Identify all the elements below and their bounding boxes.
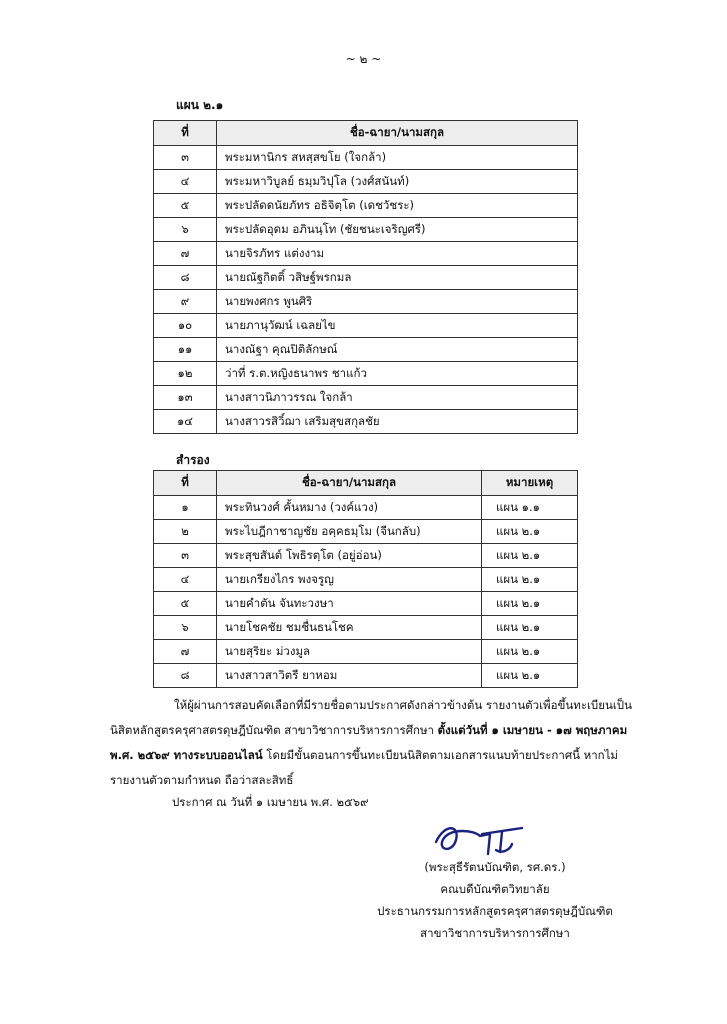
plan-table-header-row [154, 121, 578, 146]
reserve-row [154, 616, 578, 640]
plan-row-number: ๔ [154, 170, 217, 194]
plan-row-number: ๑๐ [154, 314, 217, 338]
plan-row-number: ๑๔ [154, 410, 217, 434]
reserve-row-note: แผน ๒.๑ [482, 520, 578, 544]
reserve-row-name: พระไบฎีกาชาญชัย อคฺคธมฺโม (จีนกลับ) [217, 520, 482, 544]
reserve-table [153, 470, 578, 688]
reserve-row-name: นายโชคชัย ชมชื่นธนโชค [217, 616, 482, 640]
reserve-row-name: นายคำตัน จันทะวงษา [217, 592, 482, 616]
reserve-row-note: แผน ๒.๑ [482, 640, 578, 664]
plan-label: แผน ๒.๑ [176, 98, 224, 112]
reserve-row [154, 544, 578, 568]
plan-row-name: นายพงศกร พูนศิริ [217, 290, 578, 314]
reserve-row-number: ๓ [154, 544, 217, 568]
plan-row-name: ว่าที่ ร.ต.หญิงธนาพร ชาแก้ว [217, 362, 578, 386]
reserve-row [154, 664, 578, 688]
plan-row-number: ๑๑ [154, 338, 217, 362]
plan-row [154, 410, 578, 434]
reserve-row-note: แผน ๑.๑ [482, 496, 578, 520]
plan-row [154, 194, 578, 218]
plan-row-name: นายณัฐกิตติ์ วสิษฐ์พรกมล [217, 266, 578, 290]
plan-row [154, 290, 578, 314]
reserve-row-number: ๕ [154, 592, 217, 616]
instruction-paragraph [110, 693, 645, 793]
signature-stroke [436, 828, 522, 854]
plan-row-name: พระปลัดดนัยภัทร อธิจิตฺโต (เดชวัชระ) [217, 194, 578, 218]
reserve-row-number: ๖ [154, 616, 217, 640]
reserve-table-header-row [154, 471, 578, 496]
reserve-row-number: ๔ [154, 568, 217, 592]
plan-row [154, 170, 578, 194]
plan-row [154, 146, 578, 170]
plan-table [153, 120, 578, 434]
reserve-header-note: หมายเหตุ [482, 471, 578, 496]
plan-row-name: นางสาวรสิวิ์ฌา เสริมสุขสกุลชัย [217, 410, 578, 434]
reserve-row [154, 568, 578, 592]
plan-row-number: ๑๒ [154, 362, 217, 386]
paragraph-bold-dates: ตั้งแต่วันที่ ๑ เมษายน - ๑๗ พฤษภาคม พ.ศ. ๒๕๖๙ ทางระบบออนไลน์ [110, 723, 628, 762]
reserve-row-note: แผน ๒.๑ [482, 616, 578, 640]
reserve-row-name: นางสาวสาวิตรี ยาหอม [217, 664, 482, 688]
plan-row-name: นางสาวนิภาวรรณ ใจกล้า [217, 386, 578, 410]
reserve-header-name: ชื่อ-ฉายา/นามสกุล [217, 471, 482, 496]
reserve-row [154, 592, 578, 616]
reserve-row-name: นายสุริยะ ม่วงมูล [217, 640, 482, 664]
reserve-row [154, 520, 578, 544]
plan-table-body [154, 146, 578, 434]
plan-row-number: ๑๓ [154, 386, 217, 410]
reserve-row-name: นายเกรียงไกร พงจรูญ [217, 568, 482, 592]
plan-row-name: นายจิรภัทร แต่งงาม [217, 242, 578, 266]
plan-row-number: ๙ [154, 290, 217, 314]
plan-row-name: นางณัฐา คุณปิติลักษณ์ [217, 338, 578, 362]
reserve-row-name: พระทินวงศ์ คั้นหมาง (วงค์แวง) [217, 496, 482, 520]
plan-header-no: ที่ [154, 121, 217, 146]
reserve-row-number: ๑ [154, 496, 217, 520]
plan-row [154, 338, 578, 362]
paragraph-text-1: ให้ผู้ผ่านการสอบคัดเลือกที่มีรายชื่อตามประกาศดังกล่าวข้างต้น รายงานตัวเพื่อขึ้นทะเบียนเป็นนิสิตหลักสูตรครุศาสตรดุษฎีบัณฑิต สาขาวิชาการบริหารการศึกษา [110, 698, 632, 737]
reserve-row [154, 496, 578, 520]
plan-row [154, 314, 578, 338]
signer-title-1: คณบดีบัณฑิตวิทยาลัย [440, 882, 550, 896]
plan-row-name: พระปลัดอุดม อภินนฺโท (ชัยชนะเจริญศรี) [217, 218, 578, 242]
paragraph-text-2: โดยมีขั้นตอนการขึ้นทะเบียนนิสิตตามเอกสารแนบท้ายประกาศนี้ หากไม่รายงานตัวตามกำหนด ถือว่าสละสิทธิ์ [110, 748, 619, 787]
plan-row-number: ๘ [154, 266, 217, 290]
plan-row [154, 386, 578, 410]
reserve-header-no: ที่ [154, 471, 217, 496]
reserve-row-note: แผน ๒.๑ [482, 592, 578, 616]
reserve-row-number: ๒ [154, 520, 217, 544]
reserve-row-name: พระสุขสันต์ โพธิรตฺโต (อยู่อ่อน) [217, 544, 482, 568]
plan-row-number: ๓ [154, 146, 217, 170]
reserve-row-number: ๗ [154, 640, 217, 664]
signer-title-2: ประธานกรรมการหลักสูตรครุศาสตรดุษฎีบัณฑิต [377, 904, 613, 918]
announce-date: ประกาศ ณ วันที่ ๑ เมษายน พ.ศ. ๒๕๖๙ [172, 795, 369, 809]
plan-row-name: พระมหาวิบูลย์ ธมฺมวิปุโล (วงศ์สนันท์) [217, 170, 578, 194]
plan-row [154, 242, 578, 266]
reserve-table-body [154, 496, 578, 688]
plan-row [154, 218, 578, 242]
reserve-row-note: แผน ๒.๑ [482, 568, 578, 592]
signer-title-3: สาขาวิชาการบริหารการศึกษา [420, 926, 570, 940]
plan-row-number: ๗ [154, 242, 217, 266]
signer-name: (พระสุธีรัตนบัณฑิต, รศ.ดร.) [424, 860, 566, 874]
signature-block [300, 856, 690, 944]
reserve-row [154, 640, 578, 664]
plan-row-name: พระมหานิกร สหสฺสขโย (ใจกล้า) [217, 146, 578, 170]
plan-row-name: นายภานุวัฒน์ เฉลยไข [217, 314, 578, 338]
reserve-label: สำรอง [176, 453, 210, 467]
plan-row [154, 266, 578, 290]
reserve-row-note: แผน ๒.๑ [482, 664, 578, 688]
plan-header-name: ชื่อ-ฉายา/นามสกุล [217, 121, 578, 146]
signature-image [430, 820, 540, 860]
plan-row-number: ๖ [154, 218, 217, 242]
plan-row [154, 362, 578, 386]
page-number: ~ ๒ ~ [345, 52, 382, 66]
plan-row-number: ๕ [154, 194, 217, 218]
reserve-row-number: ๘ [154, 664, 217, 688]
reserve-row-note: แผน ๒.๑ [482, 544, 578, 568]
